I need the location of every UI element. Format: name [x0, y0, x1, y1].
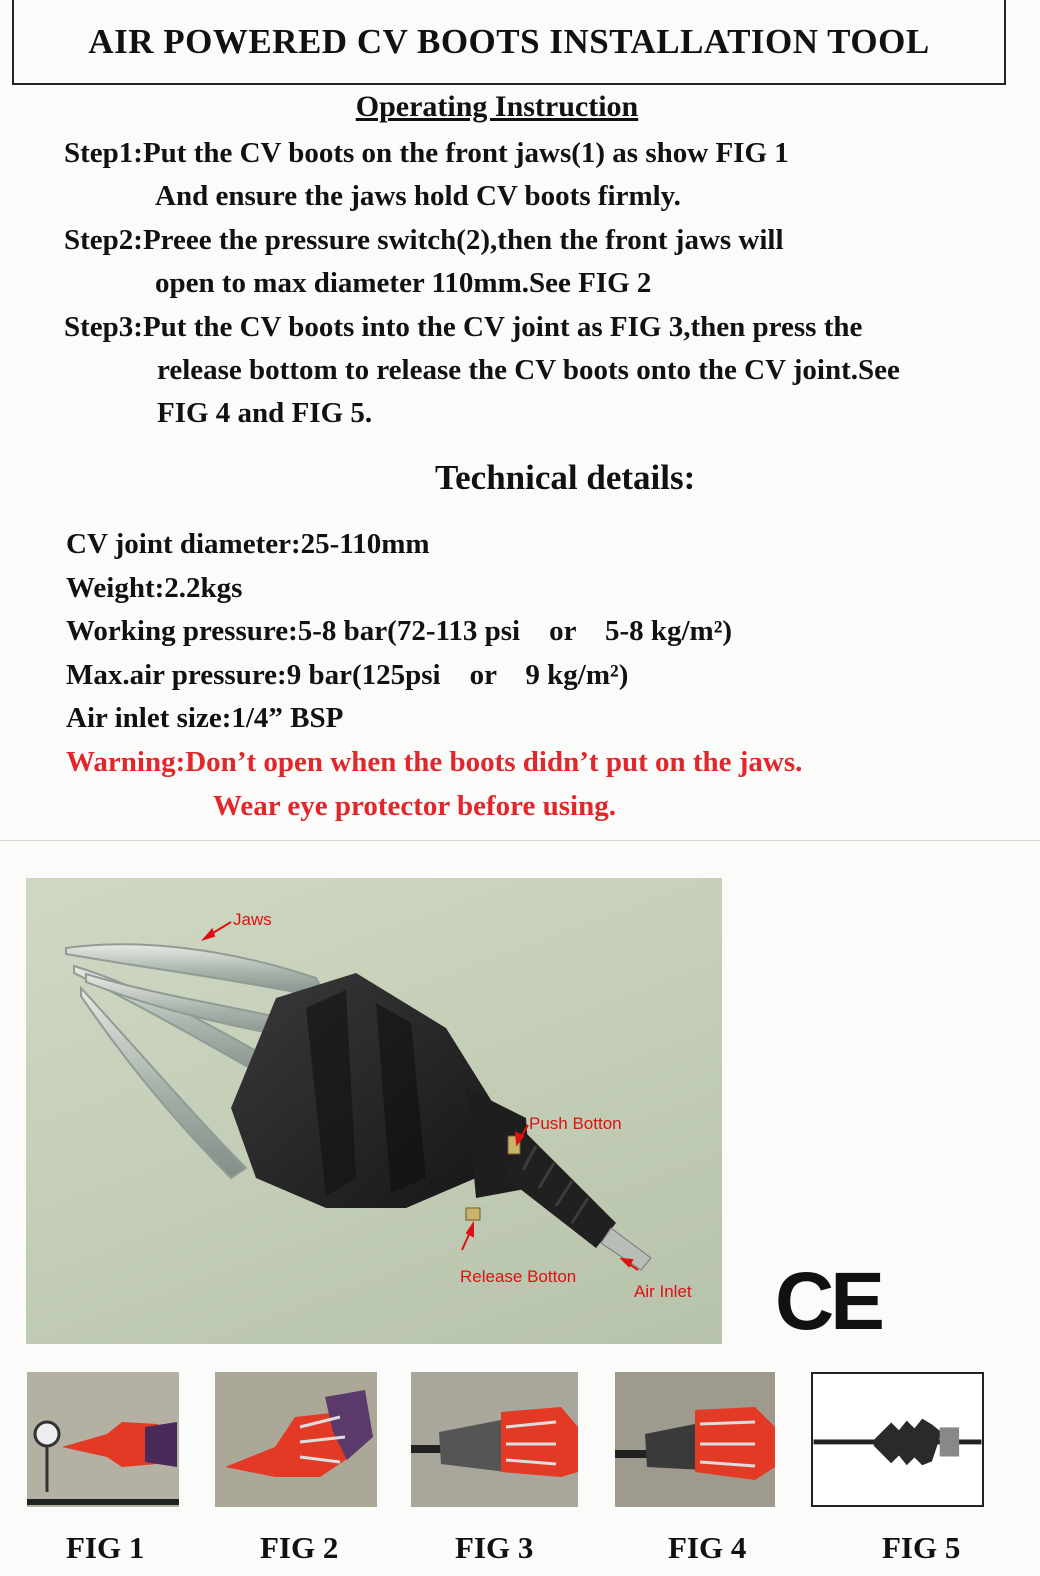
technical-details-heading: Technical details:: [435, 458, 696, 497]
fig3-image: [411, 1372, 578, 1507]
document-title: AIR POWERED CV BOOTS INSTALLATION TOOL: [88, 21, 930, 61]
callout-air-inlet: Air Inlet: [634, 1282, 692, 1301]
fig4-illustration: [615, 1372, 775, 1507]
step1-line2: And ensure the jaws hold CV boots firmly.: [155, 180, 681, 212]
fig2-image: [215, 1372, 377, 1507]
fig5-image: [811, 1372, 984, 1507]
fig2-label: FIG 2: [260, 1530, 339, 1565]
title-box: [12, 0, 1006, 85]
operating-instruction-heading: Operating Instruction: [355, 90, 639, 123]
fig1-illustration: [27, 1372, 179, 1507]
spec-inlet-size: Air inlet size:1/4” BSP: [66, 702, 344, 734]
fig3-label: FIG 3: [455, 1530, 534, 1565]
step2-line1: Step2:Preee the pressure switch(2),then the front jaws will: [64, 224, 784, 256]
ce-mark: CE: [775, 1256, 881, 1347]
step1-line1: Step1:Put the CV boots on the front jaws(1) as show FIG 1: [64, 137, 789, 169]
step3-line1: Step3:Put the CV boots into the CV joint as FIG 3,then press the: [64, 311, 863, 343]
fig3-illustration: [411, 1372, 578, 1507]
fig1-image: [27, 1372, 179, 1507]
fig5-label: FIG 5: [882, 1530, 961, 1565]
warning-line1: Warning:Don’t open when the boots didn’t put on the jaws.: [66, 746, 803, 778]
tool-photo: [26, 878, 722, 1344]
step3-line3: FIG 4 and FIG 5.: [157, 397, 373, 429]
step3-line2: release bottom to release the CV boots onto the CV joint.See: [157, 354, 900, 386]
fig2-illustration: [215, 1372, 377, 1507]
callout-push-button: Push Botton: [529, 1114, 622, 1133]
spec-working-pressure: Working pressure:5-8 bar(72-113 psi or 5-8 kg/m²): [66, 615, 733, 647]
warning-line2: Wear eye protector before using.: [213, 790, 616, 822]
section-divider: [0, 840, 1040, 841]
spec-weight: Weight:2.2kgs: [66, 572, 243, 604]
tool-illustration: [26, 878, 722, 1344]
spec-max-pressure: Max.air pressure:9 bar(125psi or 9 kg/m²): [66, 659, 629, 691]
fig1-label: FIG 1: [66, 1530, 145, 1565]
spec-diameter: CV joint diameter:25-110mm: [66, 528, 430, 560]
fig4-image: [615, 1372, 775, 1507]
callout-release-button: Release Botton: [460, 1267, 577, 1286]
fig4-label: FIG 4: [668, 1530, 747, 1565]
fig5-illustration: [813, 1374, 982, 1505]
callout-jaws: Jaws: [233, 910, 272, 929]
step2-line2: open to max diameter 110mm.See FIG 2: [155, 267, 652, 299]
